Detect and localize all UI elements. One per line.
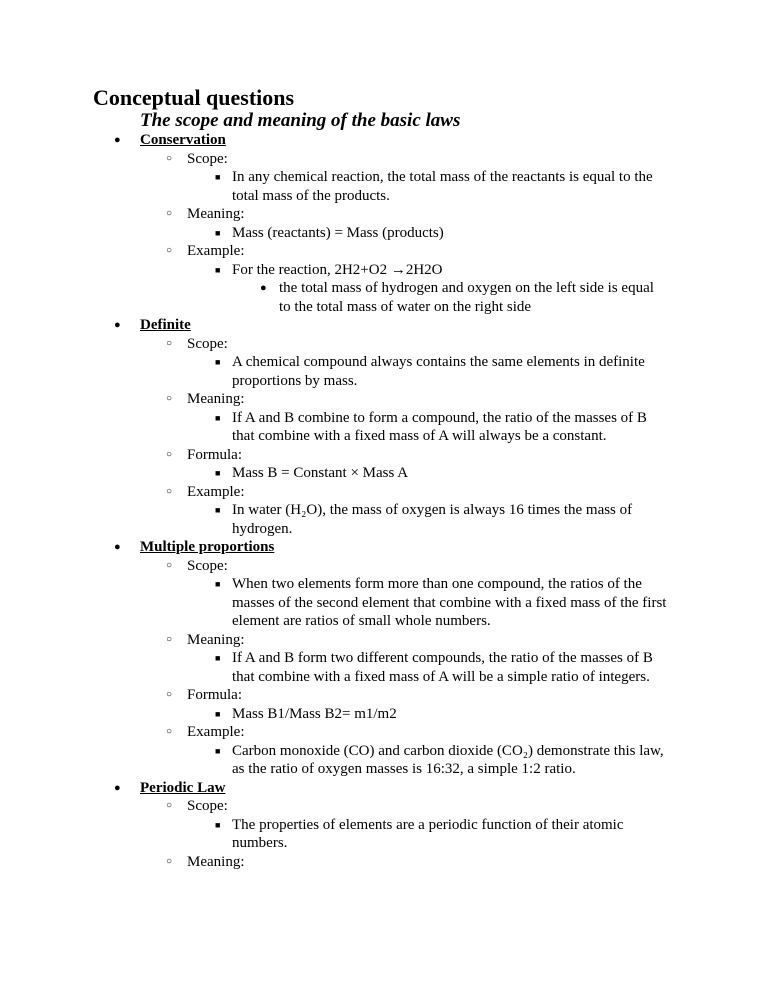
section-points — [215, 501, 768, 538]
section-item — [166, 723, 768, 779]
hollow-circle-bullet-icon: ○ — [166, 855, 173, 867]
point-item — [215, 742, 768, 779]
law-sections — [166, 797, 768, 871]
filled-circle-bullet-icon: ● — [114, 541, 121, 553]
filled-circle-bullet-icon: ● — [114, 319, 121, 331]
point-item — [215, 224, 768, 243]
section-item — [166, 205, 768, 242]
section-label: Scope: — [187, 335, 228, 352]
sub-point-item — [260, 279, 768, 316]
hollow-circle-bullet-icon: ○ — [166, 689, 173, 700]
section-points — [215, 649, 768, 686]
point-text: Carbon monoxide (CO) and carbon dioxide (CO₂) demonstrate this law, as the ratio of oxygen masses is 16:32, a simple 1:2 ratio. — [232, 742, 664, 777]
section-label: Formula: — [187, 687, 242, 703]
section-points — [215, 742, 768, 779]
page-title: Conceptual questions — [93, 85, 295, 110]
section-item — [166, 557, 768, 631]
section-label: Scope: — [187, 557, 228, 574]
square-bullet-icon: ■ — [215, 819, 221, 830]
point-item — [215, 464, 768, 483]
section-label: Scope: — [187, 150, 228, 167]
point-text: If A and B form two different compounds, the ratio of the masses of B that combine with a fixed mass of A will be a simple ratio of integers. — [232, 650, 653, 685]
hollow-circle-bullet-icon: ○ — [166, 337, 173, 349]
sub-points — [260, 279, 768, 316]
section-item — [166, 853, 768, 872]
law-item — [0, 779, 768, 872]
hollow-circle-bullet-icon: ○ — [166, 485, 173, 497]
section-item — [166, 631, 768, 687]
section-item — [166, 242, 768, 316]
section-item — [166, 483, 768, 539]
section-points — [215, 224, 768, 243]
section-label: Example: — [187, 483, 245, 500]
point-item — [215, 705, 768, 724]
point-item — [215, 575, 768, 631]
law-item — [0, 538, 768, 779]
section-item — [166, 335, 768, 391]
point-item — [215, 168, 768, 205]
section-points — [215, 575, 768, 631]
section-label: Meaning: — [187, 391, 245, 407]
section-points — [215, 816, 768, 853]
square-bullet-icon: ■ — [215, 468, 221, 478]
section-points — [215, 409, 768, 446]
point-item — [215, 353, 768, 390]
filled-circle-bullet-icon: ● — [114, 134, 121, 146]
section-points — [215, 353, 768, 390]
law-item — [0, 316, 768, 538]
law-name: Multiple proportions — [140, 539, 275, 555]
section-label: Scope: — [187, 798, 228, 814]
hollow-circle-bullet-icon: ○ — [166, 559, 173, 571]
section-points — [215, 464, 768, 483]
point-item — [215, 261, 768, 317]
point-text: Mass B1/Mass B2= m1/m2 — [232, 705, 397, 722]
section-label: Example: — [187, 243, 245, 259]
law-name: Periodic Law — [140, 779, 226, 796]
section-item — [166, 390, 768, 446]
square-bullet-icon: ■ — [215, 745, 221, 756]
laws-list — [0, 131, 768, 871]
hollow-circle-bullet-icon: ○ — [166, 208, 173, 219]
point-item — [215, 816, 768, 853]
point-item — [215, 409, 768, 446]
point-text: In water (H₂O), the mass of oxygen is always 16 times the mass of hydrogen. — [232, 502, 633, 537]
point-text: In any chemical reaction, the total mass of the reactants is equal to the total mass of the products. — [232, 169, 653, 204]
square-bullet-icon: ■ — [215, 264, 221, 275]
law-sections — [166, 150, 768, 317]
section-label: Meaning: — [187, 206, 245, 222]
point-text: The properties of elements are a periodic function of their atomic numbers. — [232, 816, 624, 851]
point-item — [215, 649, 768, 686]
page-subtitle: The scope and meaning of the basic laws — [140, 110, 461, 131]
section-points — [215, 168, 768, 205]
hollow-circle-bullet-icon: ○ — [166, 152, 173, 164]
point-item — [215, 501, 768, 538]
hollow-circle-bullet-icon: ○ — [166, 245, 173, 256]
square-bullet-icon: ■ — [215, 227, 221, 238]
section-label: Meaning: — [187, 853, 245, 870]
hollow-circle-bullet-icon: ○ — [166, 633, 173, 645]
section-item — [166, 797, 768, 853]
square-bullet-icon: ■ — [215, 357, 221, 367]
hollow-circle-bullet-icon: ○ — [166, 800, 173, 811]
square-bullet-icon: ■ — [215, 579, 221, 589]
point-text: Mass (reactants) = Mass (products) — [232, 224, 444, 241]
law-sections — [166, 557, 768, 779]
square-bullet-icon: ■ — [215, 653, 221, 663]
point-text: A chemical compound always contains the same elements in definite proportions by mass. — [232, 354, 645, 389]
section-item — [166, 686, 768, 723]
square-bullet-icon: ■ — [215, 505, 221, 515]
section-label: Example: — [187, 724, 245, 740]
laws-list-container — [0, 131, 768, 871]
filled-circle-bullet-icon: ● — [260, 282, 267, 294]
hollow-circle-bullet-icon: ○ — [166, 448, 173, 460]
point-text: When two elements form more than one compound, the ratios of the masses of the second element that combine with a fixed mass of the first element are ratios of small whole numbers. — [232, 576, 667, 629]
law-sections — [166, 335, 768, 539]
section-label: Meaning: — [187, 631, 245, 648]
law-name: Definite — [140, 317, 191, 333]
section-points — [215, 261, 768, 317]
point-text: If A and B combine to form a compound, the ratio of the masses of B that combine with a fixed mass of A will always be a constant. — [232, 409, 647, 444]
square-bullet-icon: ■ — [215, 708, 221, 719]
section-label: Formula: — [187, 446, 242, 463]
section-points — [215, 705, 768, 724]
sub-point-text: the total mass of hydrogen and oxygen on the left side is equal to the total mass of water on the right side — [279, 280, 654, 315]
square-bullet-icon: ■ — [215, 172, 221, 182]
hollow-circle-bullet-icon: ○ — [166, 393, 173, 404]
section-item — [166, 446, 768, 483]
filled-circle-bullet-icon: ● — [114, 781, 121, 794]
law-item — [0, 131, 768, 316]
point-text: Mass B = Constant × Mass A — [232, 465, 409, 481]
hollow-circle-bullet-icon: ○ — [166, 726, 173, 737]
point-text: For the reaction, 2H2+O2 →2H2O — [232, 261, 443, 278]
square-bullet-icon: ■ — [215, 412, 221, 423]
section-item — [166, 150, 768, 206]
law-name: Conservation — [140, 132, 226, 148]
